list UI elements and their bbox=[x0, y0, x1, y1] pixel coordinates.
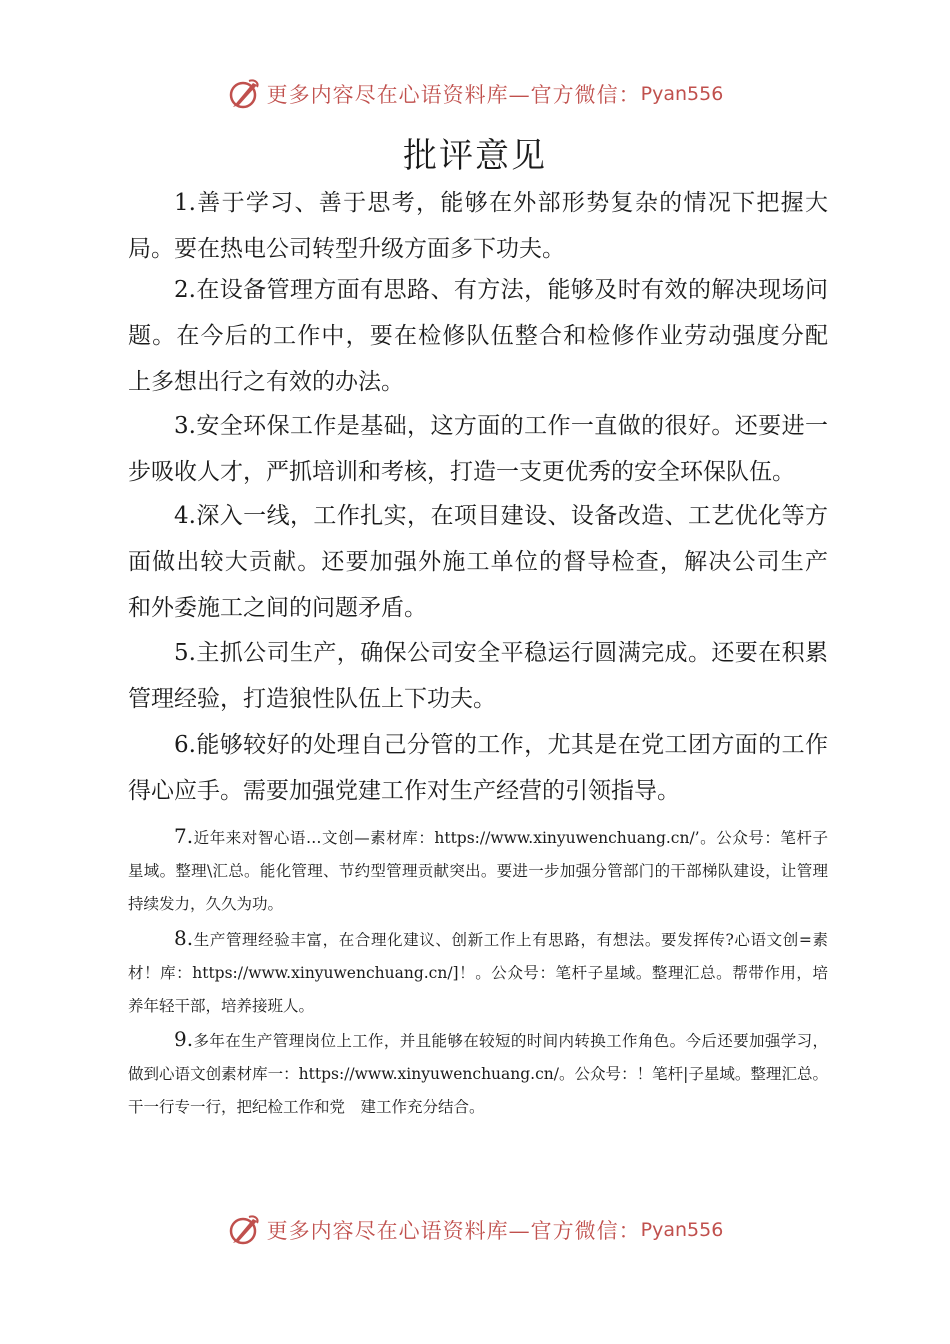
paragraph-5: 5.主抓公司生产，确保公司安全平稳运行圆满完成。还要在积累管理经验，打造狼性队伍上下功夫。 bbox=[128, 640, 828, 712]
paragraph-1: 1.善于学习、善于思考，能够在外部形势复杂的情况下把握大局。要在热电公司转型升级方面多下功夫。 bbox=[128, 190, 828, 262]
watermark-text-en: Pyan556 bbox=[640, 83, 724, 105]
paragraph-2: 2.在设备管理方面有思路、有方法，能够及时有效的解决现场问题。在今后的工作中，要在检修队伍整合和检修作业劳动强度分配 上多想出行之有效的办法。 bbox=[128, 277, 851, 395]
paragraph-8 bbox=[128, 922, 828, 1023]
paragraph-9-text: 多年在生产管理岗位上工作，并且能够在较短的时间内转换工作角色。今后还要加强学习，做到心语文创素材库一：https://www.xinyuwenchuang.cn/。公众号：！笔杆|子星域。整理汇总。干一行专一行，把纪检工作和党 建工作充分结合。 bbox=[128, 1032, 828, 1116]
paragraph-7-number: 7. bbox=[174, 824, 194, 848]
watermark-text-en: Pyan556 bbox=[640, 1219, 724, 1241]
paragraph-7 bbox=[128, 820, 828, 921]
paragraph-4: 4.深入一线，工作扎实，在项目建设、设备改造、工艺优化等方面做出较大贡献。还要加强外施工单位的督导检查，解决公司生产 和外委施工之间的问题矛盾。 bbox=[128, 503, 851, 621]
paragraph-9 bbox=[128, 1023, 828, 1124]
paragraph-3: 3.安全环保工作是基础，这方面的工作一直做的很好。还要进一步吸收人才，严抓培训和考核，打造一支更优秀的安全环保队伍。 bbox=[128, 413, 828, 485]
paragraph-8-number: 8. bbox=[174, 926, 194, 950]
quill-pen-logo-icon bbox=[227, 77, 261, 111]
paragraph-9-number: 9. bbox=[174, 1027, 194, 1051]
quill-pen-logo-icon bbox=[227, 1213, 261, 1247]
watermark-text-cn: 更多内容尽在心语资料库—官方微信： bbox=[266, 83, 641, 107]
footer-watermark bbox=[0, 1210, 950, 1250]
paragraph-6: 6.能够较好的处理自己分管的工作，尤其是在党工团方面的工作得心应手。需要加强党建工作对生产经营的引领指导。 bbox=[128, 732, 828, 804]
paragraph-8-text: 生产管理经验丰富，在合理化建议、创新工作上有思路，有想法。要发挥传?心语文创=素材！库：https://www.xinyuwenchuang.cn/]！。公众号：笔杆子星域。整理汇总。帮带作用，培养年轻干部，培养接班人。 bbox=[128, 931, 828, 1015]
paragraph-7-text: 近年来对智心语…文创—素材库：https://www.xinyuwenchuang.cn/’。公众号：笔杆子星域。整理\汇总。能化管理、节约型管理贡献突出。要进一步加强分管部门的干部梯队建设，让管理持续发力，久久为功。 bbox=[128, 829, 828, 913]
document-title: 批评意见 bbox=[403, 136, 547, 176]
header-watermark bbox=[0, 74, 950, 114]
watermark-text-cn: 更多内容尽在心语资料库—官方微信： bbox=[266, 1219, 641, 1243]
